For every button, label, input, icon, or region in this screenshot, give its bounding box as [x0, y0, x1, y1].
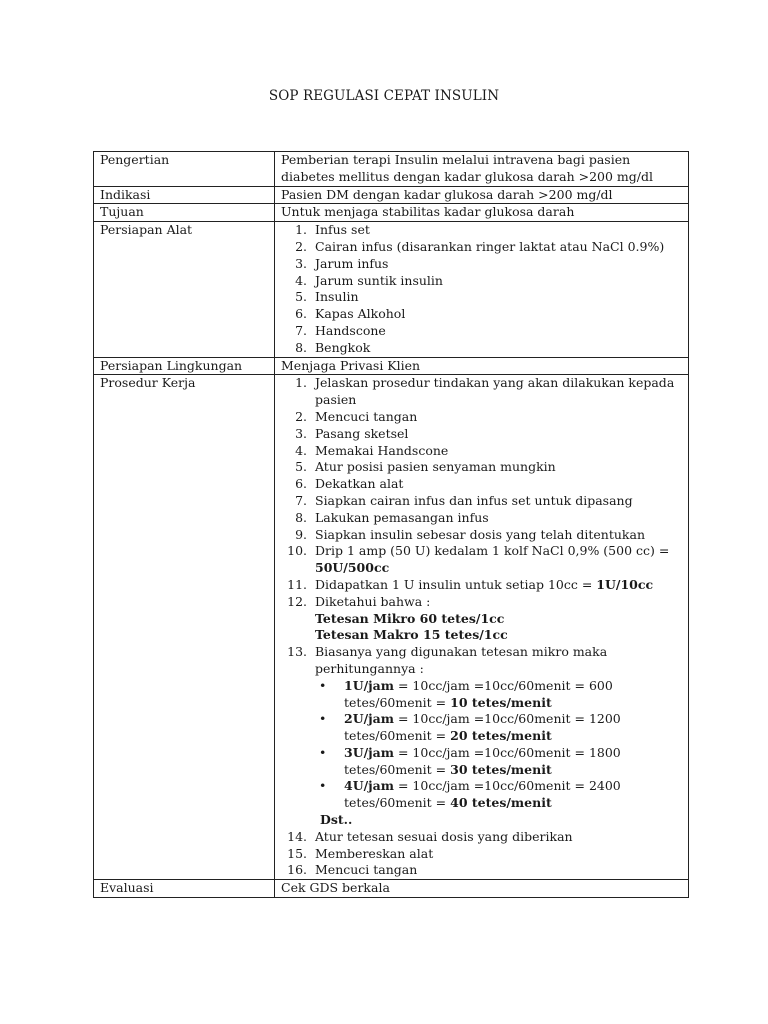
equipment-item: 3. Jarum infus — [311, 256, 684, 273]
row-persiapan-alat — [94, 222, 689, 357]
rate-calc: = 10cc/jam =10cc/60menit = 1200 tetes/60menit = — [344, 711, 621, 744]
value-pengertian: Pemberian terapi Insulin melalui intravena bagi pasien diabetes mellitus dengan kadar glukosa darah >200 mg/dl — [275, 152, 689, 187]
rate-result: 20 tetes/menit — [450, 728, 552, 744]
rate-dose: 3U/jam — [344, 744, 395, 760]
procedure-step-13 — [311, 644, 684, 829]
procedure-step: 15. Membereskan alat — [311, 846, 684, 863]
label-pengertian: Pengertian — [94, 152, 275, 187]
equipment-list — [281, 222, 684, 356]
rate-dose: 2U/jam — [344, 711, 395, 727]
row-tujuan — [94, 204, 689, 222]
step-10-result: 50U/500cc — [315, 560, 390, 576]
rate-dose: 1U/jam — [344, 677, 395, 693]
procedure-step: 6. Dekatkan alat — [311, 476, 684, 493]
rate-result: 10 tetes/menit — [450, 694, 552, 710]
rate-item — [339, 778, 684, 812]
sop-table — [93, 151, 689, 898]
value-indikasi: Pasien DM dengan kadar glukosa darah >200 mg/dl — [275, 186, 689, 204]
equipment-item: 5. Insulin — [311, 289, 684, 306]
procedure-step-11 — [311, 577, 684, 594]
label-evaluasi: Evaluasi — [94, 880, 275, 898]
equipment-item: 4. Jarum suntik insulin — [311, 273, 684, 290]
equipment-item: 7. Handscone — [311, 323, 684, 340]
value-tujuan: Untuk menjaga stabilitas kadar glukosa darah — [275, 204, 689, 222]
procedure-step: 4. Memakai Handscone — [311, 443, 684, 460]
micro-drip-note: Tetesan Mikro 60 tetes/1cc — [315, 610, 505, 626]
procedure-step: 7. Siapkan cairan infus dan infus set untuk dipasang — [311, 493, 684, 510]
rate-calc: = 10cc/jam =10cc/60menit = 600 tetes/60menit = — [344, 677, 613, 710]
row-indikasi — [94, 186, 689, 204]
rate-item — [339, 745, 684, 779]
procedure-step: 3. Pasang sketsel — [311, 426, 684, 443]
value-prosedur-kerja — [275, 375, 689, 880]
step-12-text: Diketahui bahwa : — [315, 593, 431, 609]
row-evaluasi — [94, 880, 689, 898]
rate-dose: 4U/jam — [344, 778, 395, 794]
value-persiapan-lingkungan: Menjaga Privasi Klien — [275, 357, 689, 375]
row-persiapan-lingkungan — [94, 357, 689, 375]
step-10-text: Drip 1 amp (50 U) kedalam 1 kolf NaCl 0,9% (500 cc) = — [315, 543, 670, 559]
etc-note: Dst.. — [320, 812, 353, 828]
procedure-list — [281, 375, 684, 879]
label-prosedur-kerja: Prosedur Kerja — [94, 375, 275, 880]
step-11-text: Didapatkan 1 U insulin untuk setiap 10cc = — [315, 576, 597, 592]
label-persiapan-lingkungan: Persiapan Lingkungan — [94, 357, 275, 375]
equipment-item: 1. Infus set — [311, 222, 684, 239]
label-indikasi: Indikasi — [94, 186, 275, 204]
rate-item — [339, 678, 684, 712]
step-13-text: Biasanya yang digunakan tetesan mikro maka perhitungannya : — [315, 644, 608, 676]
row-prosedur-kerja — [94, 375, 689, 880]
equipment-item: 6. Kapas Alkohol — [311, 306, 684, 323]
label-persiapan-alat: Persiapan Alat — [94, 222, 275, 357]
value-persiapan-alat — [275, 222, 689, 357]
equipment-item: 8. Bengkok — [311, 340, 684, 357]
procedure-step-12 — [311, 594, 684, 644]
rate-list — [315, 678, 684, 812]
rate-item — [339, 711, 684, 745]
step-11-result: 1U/10cc — [596, 576, 654, 592]
procedure-step: 1. Jelaskan prosedur tindakan yang akan dilakukan kepada pasien — [311, 375, 684, 409]
procedure-step: 8. Lakukan pemasangan infus — [311, 510, 684, 527]
procedure-step: 9. Siapkan insulin sebesar dosis yang telah ditentukan — [311, 527, 684, 544]
rate-calc: = 10cc/jam =10cc/60menit = 2400 tetes/60menit = — [344, 778, 621, 811]
procedure-step-10 — [311, 543, 684, 577]
rate-result: 30 tetes/menit — [450, 761, 552, 777]
rate-result: 40 tetes/menit — [450, 795, 552, 811]
macro-drip-note: Tetesan Makro 15 tetes/1cc — [315, 627, 508, 643]
equipment-item: 2. Cairan infus (disarankan ringer laktat atau NaCl 0.9%) — [311, 239, 684, 256]
row-pengertian — [94, 152, 689, 187]
procedure-step: 16. Mencuci tangan — [311, 862, 684, 879]
document-title: SOP REGULASI CEPAT INSULIN — [268, 88, 500, 104]
value-evaluasi: Cek GDS berkala — [275, 880, 689, 898]
procedure-step: 14. Atur tetesan sesuai dosis yang diberikan — [311, 829, 684, 846]
label-tujuan: Tujuan — [94, 204, 275, 222]
rate-calc: = 10cc/jam =10cc/60menit = 1800 tetes/60menit = — [344, 744, 621, 777]
procedure-step: 2. Mencuci tangan — [311, 409, 684, 426]
procedure-step: 5. Atur posisi pasien senyaman mungkin — [311, 459, 684, 476]
